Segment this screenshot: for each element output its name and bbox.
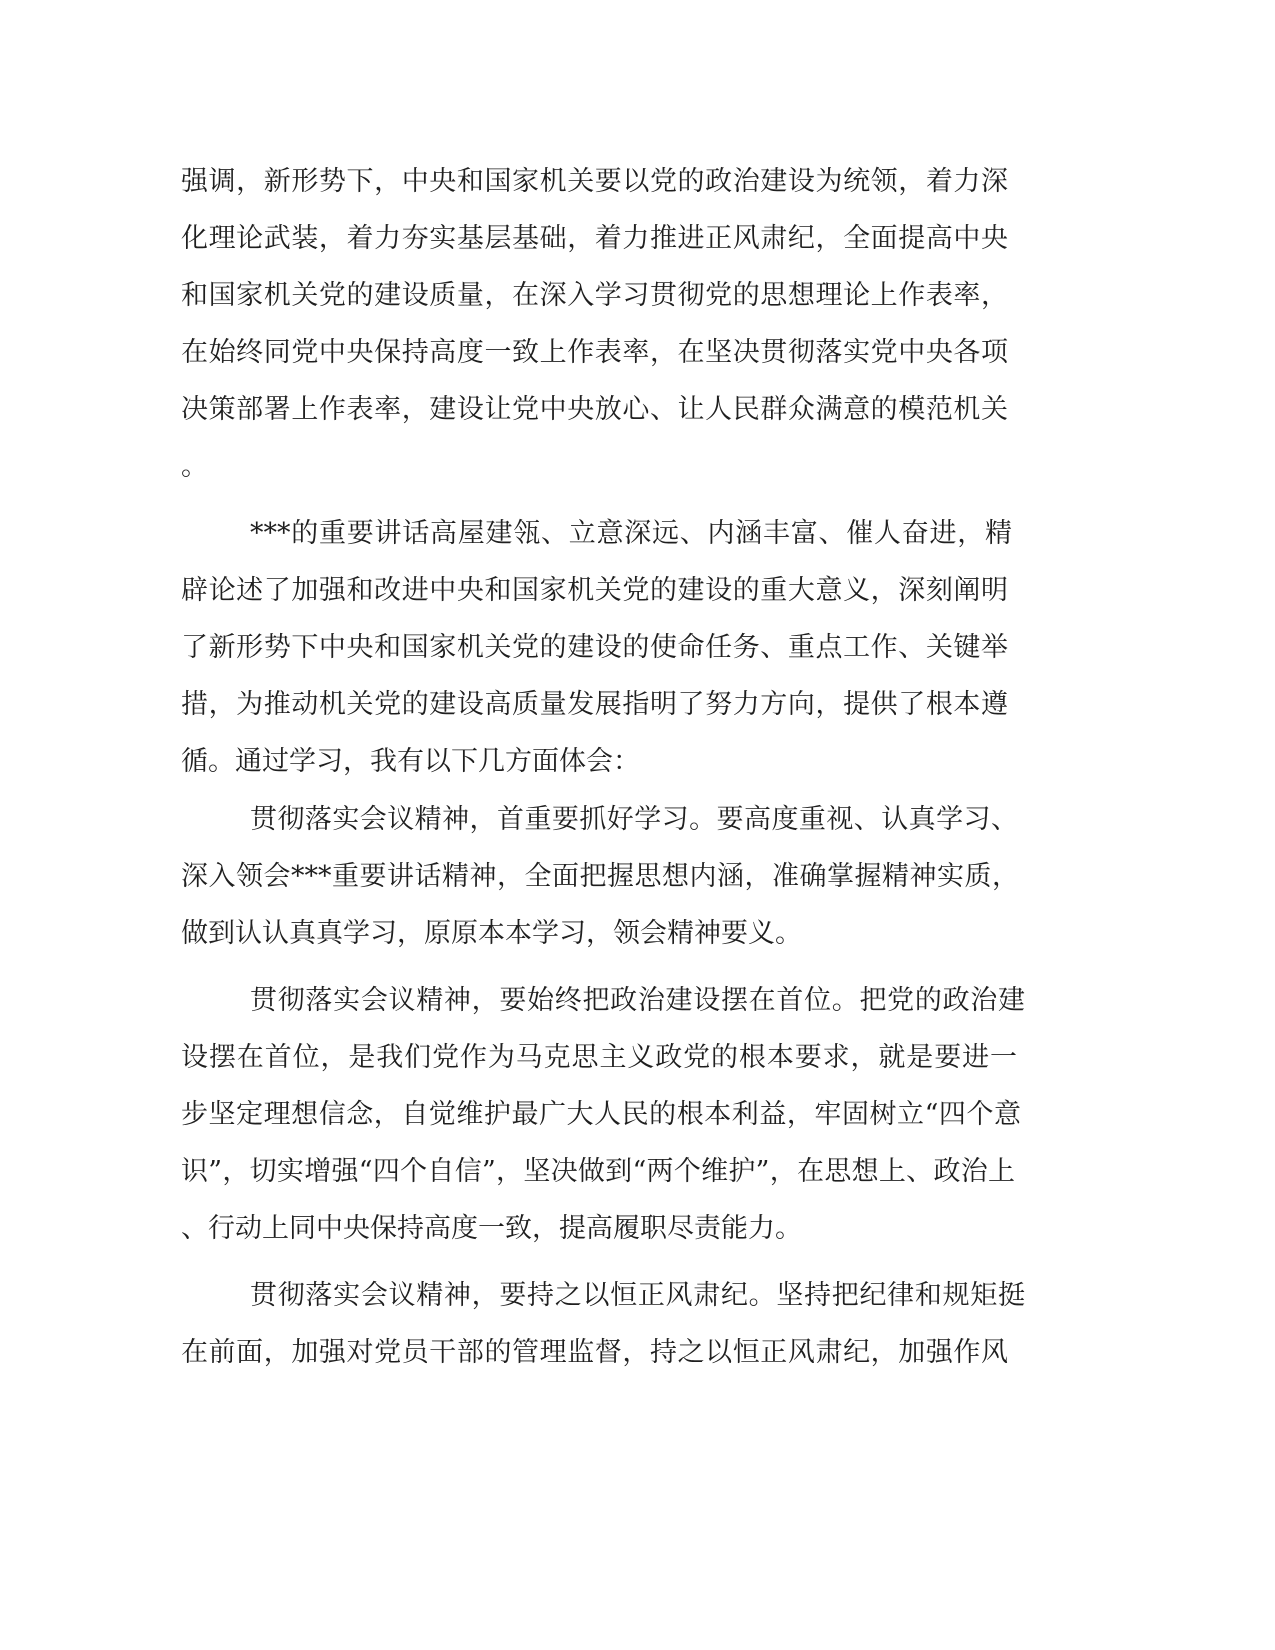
text-line: 深入领会***重要讲话精神，全面把握思想内涵，准确掌握精神实质，: [181, 861, 1019, 892]
text-line: 化理论武装，着力夯实基层基础，着力推进正风肃纪，全面提高中央: [181, 223, 1008, 254]
text-line: 循。通过学习，我有以下几方面体会：: [181, 746, 640, 777]
text-line: 强调，新形势下，中央和国家机关要以党的政治建设为统领，着力深: [181, 166, 1008, 197]
text-line: 辟论述了加强和改进中央和国家机关党的建设的重大意义，深刻阐明: [181, 575, 1008, 606]
text-line: 步坚定理想信念，自觉维护最广大人民的根本利益，牢固树立“四个意: [181, 1099, 1021, 1130]
text-line: 在前面，加强对党员干部的管理监督，持之以恒正风肃纪，加强作风: [181, 1337, 1008, 1368]
text-line: 、行动上同中央保持高度一致，提高履职尽责能力。: [181, 1213, 802, 1244]
text-line: 识”，切实增强“四个自信”，坚决做到“两个维护”，在思想上、政治上: [181, 1156, 1015, 1187]
text-line: 贯彻落实会议精神，首重要抓好学习。要高度重视、认真学习、: [250, 804, 1018, 835]
text-line: 设摆在首位，是我们党作为马克思主义政党的根本要求，就是要进一: [181, 1042, 1017, 1073]
text-line: 贯彻落实会议精神，要始终把政治建设摆在首位。把党的政治建: [250, 985, 1025, 1016]
text-line: 在始终同党中央保持高度一致上作表率，在坚决贯彻落实党中央各项: [181, 337, 1008, 368]
text-line: ***的重要讲话高屋建瓴、立意深远、内涵丰富、催人奋进，精: [250, 518, 1012, 549]
text-line: 做到认认真真学习，原原本本学习，领会精神要义。: [181, 918, 802, 949]
text-line: 决策部署上作表率，建设让党中央放心、让人民群众满意的模范机关: [181, 394, 1008, 425]
text-line: 。: [181, 451, 208, 482]
text-line: 措，为推动机关党的建设高质量发展指明了努力方向，提供了根本遵: [181, 689, 1008, 720]
text-line: 了新形势下中央和国家机关党的建设的使命任务、重点工作、关键举: [181, 632, 1008, 663]
text-line: 贯彻落实会议精神，要持之以恒正风肃纪。坚持把纪律和规矩挺: [250, 1280, 1025, 1311]
text-line: 和国家机关党的建设质量，在深入学习贯彻党的思想理论上作表率，: [181, 280, 1008, 311]
